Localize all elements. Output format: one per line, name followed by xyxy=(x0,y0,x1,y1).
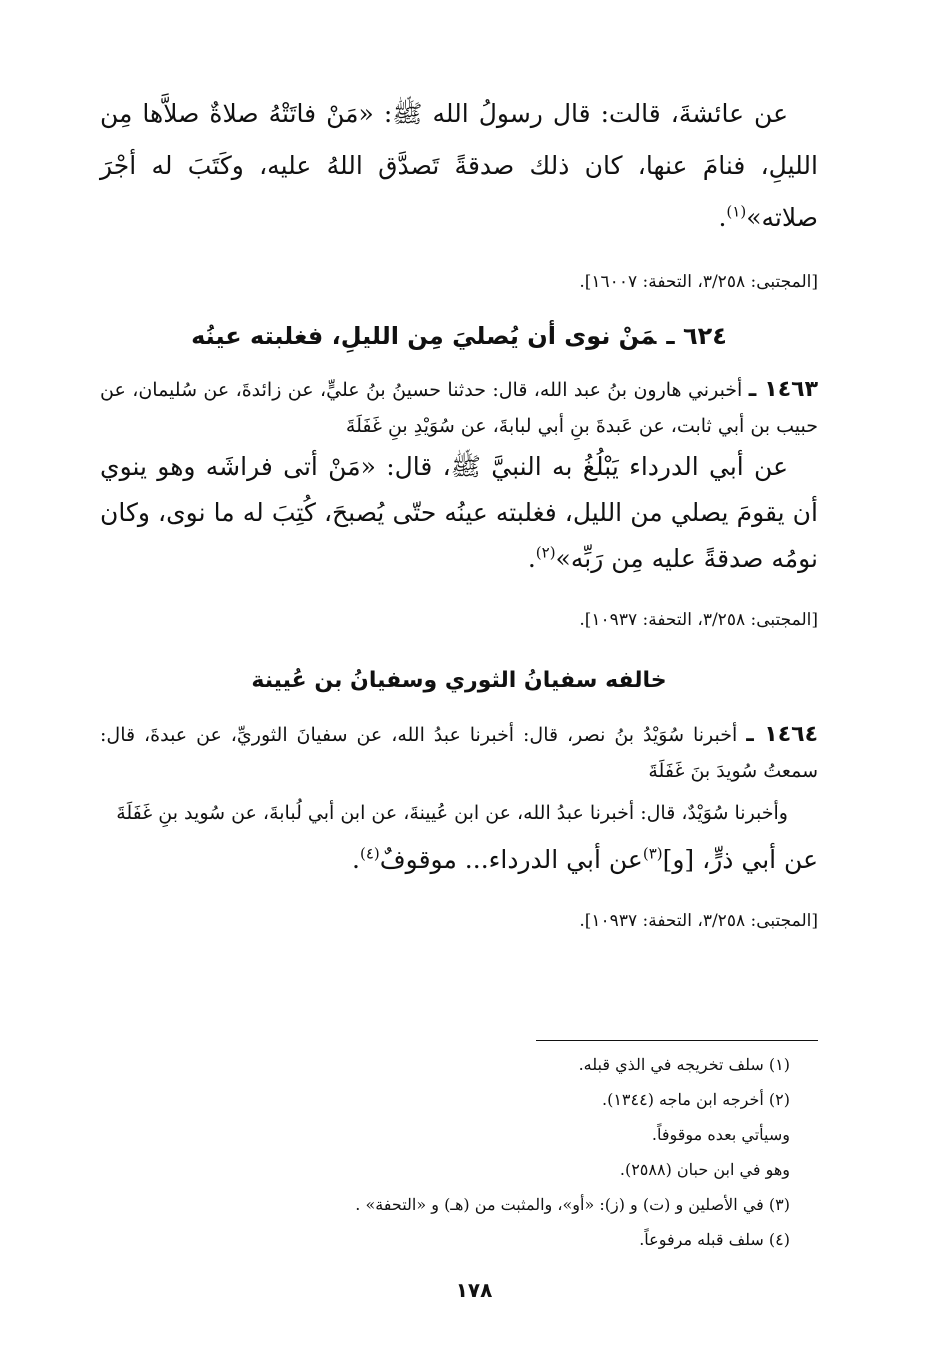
footnote-line: وهو في ابن حبان (٢٥٨٨). xyxy=(619,1160,790,1179)
footnote-line: (٤) سلف قبله مرفوعاً. xyxy=(639,1230,790,1249)
hadith-isnad-1464 xyxy=(100,717,818,789)
matn-text: عن أبي الدرداء... موقوفٌ xyxy=(379,845,643,874)
hadith-isnad-1463 xyxy=(100,372,818,444)
hadith-isnad-1464-second xyxy=(100,795,818,831)
sentence-end: . xyxy=(718,203,727,232)
footnote-marker-3: (٣) xyxy=(642,844,663,863)
footnote-divider xyxy=(536,1040,818,1041)
footnote-line: (٣) في الأصلين و (ت) و (ز): «أو»، والمثبت من (هـ) و «التحفة» . xyxy=(355,1195,790,1214)
reference-line xyxy=(100,272,818,292)
isnad-text: أخبرني هارون بنُ عبد الله، قال: حدثنا حسينُ بنُ عليٍّ، عن زائدةَ، عن سُليمان، عن حبيب بن أبي ثابت، عن عَبدةَ بنِ أبي لبابةَ، عن سُوَيْدِ بنِ غَفَلَةَ xyxy=(100,379,818,437)
hadith-number: ١٤٦٣ ـ xyxy=(748,377,819,402)
footnote-marker-1: (١) xyxy=(726,202,747,221)
footnote-marker-2: (٢) xyxy=(535,543,556,562)
reference-line xyxy=(100,610,818,630)
reference-text: [المجتبى: ٣/٢٥٨، التحفة: ١٠٩٣٧]. xyxy=(579,911,818,931)
hadith-matn-1464 xyxy=(100,837,818,883)
sentence-end: . xyxy=(352,845,360,874)
chapter-heading xyxy=(100,322,818,350)
reference-line xyxy=(100,911,818,931)
reference-text: [المجتبى: ٣/٢٥٨، التحفة: ١٦٠٠٧]. xyxy=(579,272,818,292)
reference-text: [المجتبى: ٣/٢٥٨، التحفة: ١٠٩٣٧]. xyxy=(579,610,818,630)
matn-text: عن أبي ذرٍّ، [و] xyxy=(662,845,818,874)
hadith-text-intro xyxy=(100,88,818,244)
isnad-text: أخبرنا سُوَيْدُ بنُ نصر، قال: أخبرنا عبدُ الله، عن سفيانَ الثوريِّ، عن عبدةَ، قال: سمعتُ سُويدَ بنَ غَفَلَةَ xyxy=(100,724,818,782)
page-body xyxy=(100,88,818,961)
isnad-text: وأخبرنا سُوَيْدٌ، قال: أخبرنا عبدُ الله، عن ابن عُيينةَ، عن ابن أبي لُبابةَ، عن سُويد بنِ غَفَلَةَ xyxy=(116,802,788,824)
hadith-number: ١٤٦٤ ـ xyxy=(746,722,818,747)
chapter-number: ٦٢٤ ـ xyxy=(666,322,727,350)
sentence-end: . xyxy=(527,544,536,573)
hadith-matn-1463 xyxy=(100,444,818,582)
chapter-title: مَنْ نوى أن يُصليَ مِن الليلِ، فغلبته عينُه xyxy=(191,322,657,350)
footnote-marker-4: (٤) xyxy=(359,844,380,863)
hadith-matn: عن عائشةَ، قالت: قال رسولُ الله ﷺ: «مَنْ فاتَتْهُ صلاةٌ صلاَّها مِن الليلِ، فنامَ عنها، كان ذلك صدقةً تَصدَّق اللهُ عليه، وكَتَبَ له أجْرَ صلاته» xyxy=(100,99,818,232)
section-title: خالفه سفيانُ الثوري وسفيانُ بن عُيينة xyxy=(251,668,667,693)
footnotes xyxy=(300,1040,818,1257)
matn-text: عن أبي الدرداء يَبْلُغُ به النبيَّ ﷺ، قال: «مَنْ أتى فراشَه وهو ينوي أن يقومَ يصلي من الليل، فغلبته عينُه حتّى يُصبحَ، كُتِبَ له ما نوى، وكان نومُه صدقةً عليه مِن رَبِّه» xyxy=(100,452,818,573)
page-number: ١٧٨ xyxy=(455,1278,493,1302)
footnote-line: وسيأتي بعده موقوفاً. xyxy=(651,1125,790,1144)
footnote-line: (١) سلف تخريجه في الذي قبله. xyxy=(578,1055,790,1074)
footnote-line: (٢) أخرجه ابن ماجه (١٣٤٤). xyxy=(602,1090,790,1109)
section-heading xyxy=(100,668,818,693)
